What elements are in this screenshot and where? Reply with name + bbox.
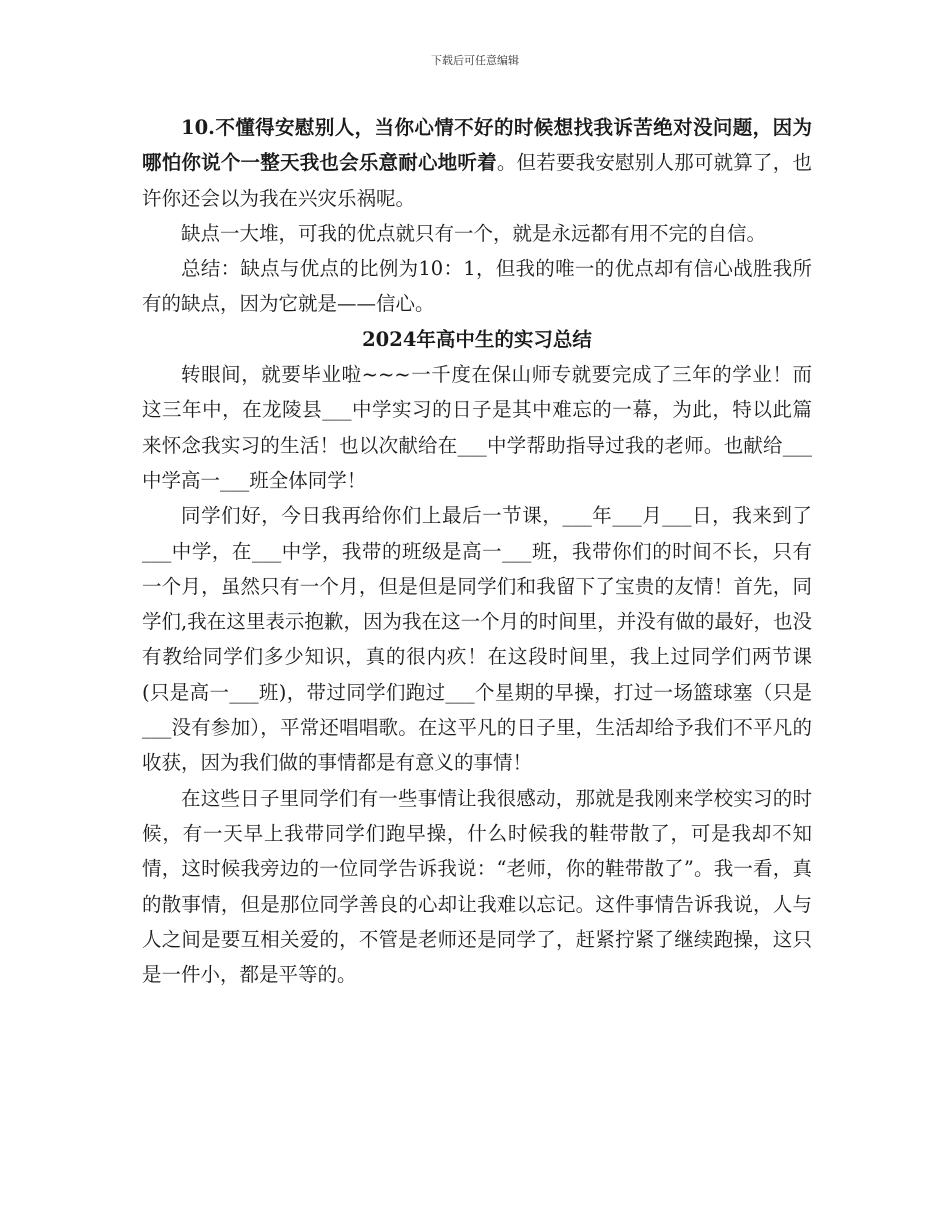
paragraph-4: 转眼间，就要毕业啦~~~一千度在保山师专就要完成了三年的学业！而这三年中，在龙陵县___中学实习的日子是其中难忘的一幕，为此，特以此篇来怀念我实习的生活！也以次献给在___中学帮助指导过我的老师。也献给___中学高一___班全体同学！ (142, 363, 812, 492)
paragraph-1 (142, 110, 812, 216)
page-header: 下载后可任意编辑 (431, 54, 519, 67)
document-body (142, 110, 812, 992)
paragraph-3: 总结：缺点与优点的比例为10：1，但我的唯一的优点却有信心战胜我所有的缺点，因为它就是——信心。 (142, 257, 812, 316)
paragraph-5: 同学们好，今日我再给你们上最后一节课，___年___月___日，我来到了___中学，在___中学，我带的班级是高一___班，我带你们的时间不长，只有一个月，虽然只有一个月，但是但是同学们和我留下了宝贵的友情！首先，同学们,我在这里表示抱歉，因为我在这一个月的时间里，并没有做的最好，也没有教给同学们多少知识，真的很内疚！在这段时间里，我上过同学们两节课(只是高一___班)，带过同学们跑过___个星期的早操，打过一场篮球塞（只是___没有参加），平常还唱唱歌。在这平凡的日子里，生活却给予我们不平凡的收获，因为我们做的事情都是有意义的事情！ (142, 504, 812, 775)
section-title: 2024年高中生的实习总结 (362, 327, 592, 351)
paragraph-2: 缺点一大堆，可我的优点就只有一个，就是永远都有用不完的自信。 (181, 221, 767, 245)
paragraph-1-bold: 10.不懂得安慰别人，当你心情不好的时候想找我诉苦绝对没问题，因为哪怕你说个一整天我也会乐意耐心地听着 (142, 116, 812, 175)
paragraph-1-rest: 。但若要我安慰别人那可就算了，也许你还会以为我在兴灾乐祸呢。 (142, 151, 812, 210)
paragraph-6: 在这些日子里同学们有一些事情让我很感动，那就是我刚来学校实习的时候，有一天早上我带同学们跑早操，什么时候我的鞋带散了，可是我却不知情，这时候我旁边的一位同学告诉我说：“老师，你的鞋带散了”。我一看，真的散事情，但是那位同学善良的心却让我难以忘记。这件事情告诉我说，人与人之间是要互相关爱的，不管是老师还是同学了，赶紧拧紧了继续跑操，这只是一件小，都是平等的。 (142, 786, 812, 987)
